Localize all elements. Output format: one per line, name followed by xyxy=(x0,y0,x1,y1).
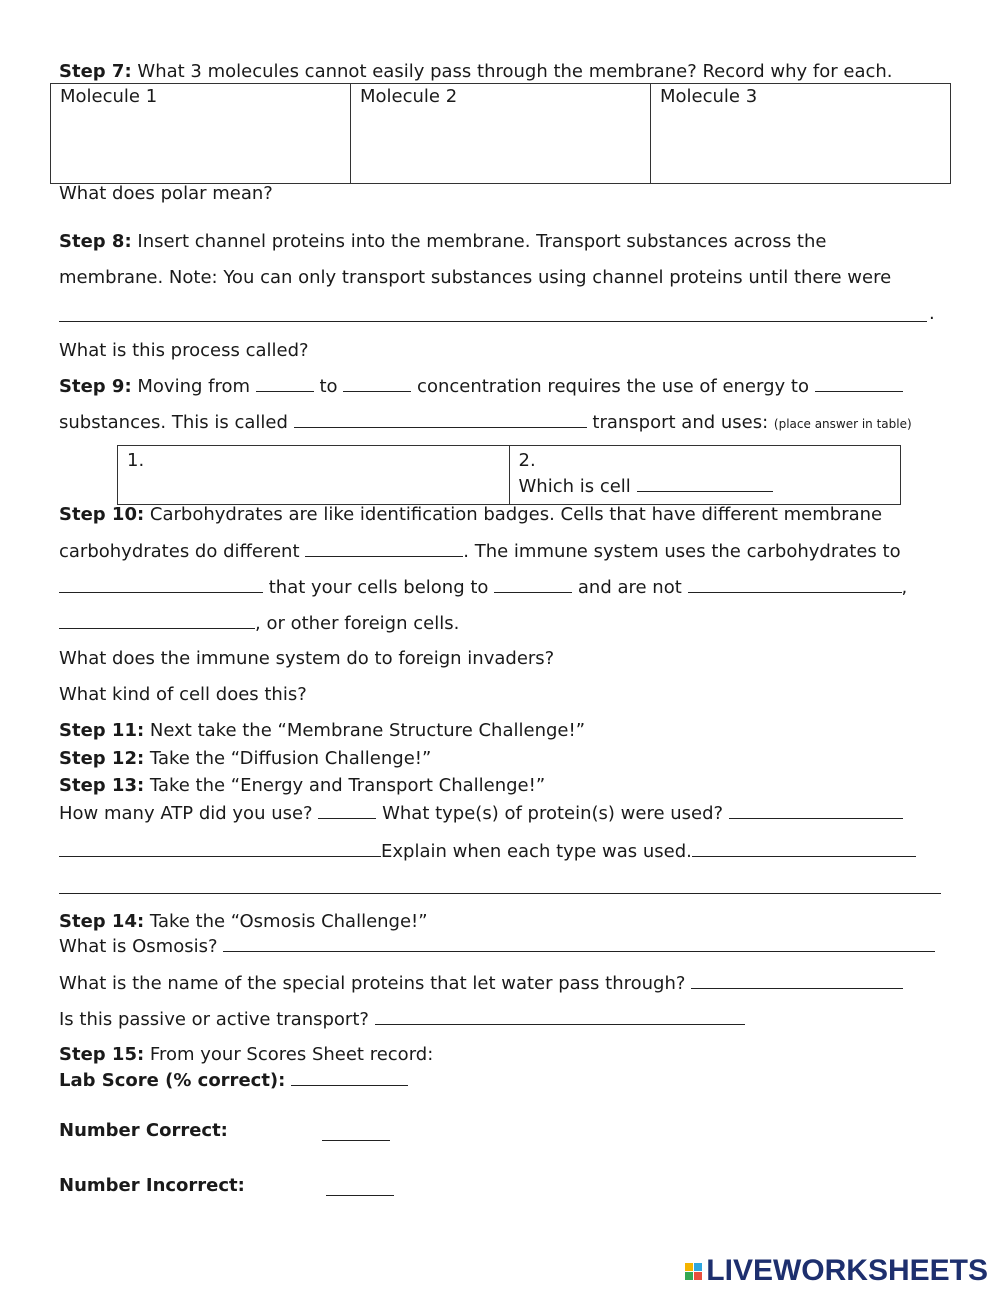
step8-period: . xyxy=(929,303,935,324)
explain-text: Explain when each type was used. xyxy=(381,841,692,862)
belong-to-blank[interactable] xyxy=(494,576,572,593)
step9-t3: concentration requires the use of energy to xyxy=(417,376,809,397)
uses-cell-2[interactable] xyxy=(509,446,901,505)
which-is-cell-blank[interactable] xyxy=(637,475,773,492)
osmosis-question: What is Osmosis? xyxy=(59,936,218,957)
step9-label: Step 9: xyxy=(59,376,132,397)
osmosis-blank[interactable] xyxy=(223,935,935,952)
from-blank[interactable] xyxy=(256,375,314,392)
protein-blank-2[interactable] xyxy=(59,840,381,857)
immune-question: What does the immune system do to foreign invaders? xyxy=(59,648,555,669)
immune-verb-blank[interactable] xyxy=(59,576,263,593)
energy-blank[interactable] xyxy=(815,375,903,392)
step10-l4: , or other foreign cells. xyxy=(255,613,460,634)
step9-t4: substances. This is called xyxy=(59,412,288,433)
number-incorrect-label: Number Incorrect: xyxy=(59,1175,245,1196)
protein-question: What type(s) of protein(s) were used? xyxy=(382,803,724,824)
step12-line xyxy=(59,748,431,770)
which-is-cell-row xyxy=(519,474,892,500)
molecule-2-label: Molecule 2 xyxy=(360,86,458,107)
transport-blank[interactable] xyxy=(375,1008,745,1025)
step7-label: Step 7: xyxy=(59,61,132,82)
step7-text: What 3 molecules cannot easily pass through the membrane? Record why for each. xyxy=(137,61,893,82)
step13-line xyxy=(59,775,545,797)
explain-blank[interactable] xyxy=(692,840,916,857)
uses-cell-2-label: 2. xyxy=(518,450,536,471)
step7-heading xyxy=(59,61,893,83)
which-is-cell-text: Which is cell xyxy=(518,476,631,497)
step10-line2 xyxy=(59,540,901,563)
number-correct-blank[interactable] xyxy=(322,1124,390,1141)
step10-line1 xyxy=(59,504,882,526)
to-blank[interactable] xyxy=(343,375,411,392)
step8-answer-blank[interactable] xyxy=(59,321,927,322)
explain-blank-line[interactable] xyxy=(59,893,941,894)
liveworksheets-mark-icon xyxy=(685,1263,702,1280)
step9-t5: transport and uses: xyxy=(592,412,769,433)
atp-line xyxy=(59,802,903,825)
not-blank-2[interactable] xyxy=(59,612,255,629)
step13-text: Take the “Energy and Transport Challenge!” xyxy=(149,775,546,796)
brand-name: LIVEWORKSHEETS xyxy=(706,1254,988,1287)
step15-line xyxy=(59,1044,433,1066)
step10-l2a: carbohydrates do different xyxy=(59,541,300,562)
step15-text: From your Scores Sheet record: xyxy=(149,1044,434,1065)
step10-text: Carbohydrates are like identification badges. Cells that have different membrane xyxy=(149,504,883,525)
atp-blank[interactable] xyxy=(318,802,376,819)
water-proteins-blank[interactable] xyxy=(691,972,903,989)
transport-question: Is this passive or active transport? xyxy=(59,1009,369,1030)
step15-label: Step 15: xyxy=(59,1044,145,1065)
step9-line1 xyxy=(59,375,903,398)
step10-line3 xyxy=(59,576,907,599)
carbs-do-blank[interactable] xyxy=(305,540,463,557)
cell-kind-question: What kind of cell does this? xyxy=(59,684,307,705)
number-incorrect-blank[interactable] xyxy=(326,1179,394,1196)
lab-score-blank[interactable] xyxy=(291,1069,408,1086)
transport-line xyxy=(59,1008,745,1031)
step10-l3b: and are not xyxy=(577,577,682,598)
molecule-1-cell[interactable] xyxy=(51,84,351,184)
osmosis-line xyxy=(59,935,935,958)
step9-t1: Moving from xyxy=(137,376,251,397)
step8-line2: membrane. Note: You can only transport substances using channel proteins until there were xyxy=(59,267,892,288)
step10-line4 xyxy=(59,612,459,635)
molecule-2-cell[interactable] xyxy=(351,84,651,184)
water-proteins-question: What is the name of the special proteins that let water pass through? xyxy=(59,973,686,994)
uses-cell-1[interactable] xyxy=(118,446,510,505)
not-blank-1[interactable] xyxy=(688,576,902,593)
step9-line2 xyxy=(59,411,912,435)
molecules-table xyxy=(50,83,951,184)
polar-question: What does polar mean? xyxy=(59,183,273,204)
step9-note: (place answer in table) xyxy=(773,417,912,431)
molecule-3-label: Molecule 3 xyxy=(660,86,758,107)
step10-label: Step 10: xyxy=(59,504,145,525)
molecule-1-label: Molecule 1 xyxy=(60,86,158,107)
lab-score-line xyxy=(59,1069,408,1092)
explain-line xyxy=(59,840,916,863)
number-correct-label: Number Correct: xyxy=(59,1120,228,1141)
step8-line1 xyxy=(59,231,826,253)
step11-text: Next take the “Membrane Structure Challenge!” xyxy=(149,720,586,741)
transport-type-blank[interactable] xyxy=(294,411,587,428)
step13-label: Step 13: xyxy=(59,775,145,796)
step12-text: Take the “Diffusion Challenge!” xyxy=(149,748,432,769)
uses-cell-1-label: 1. xyxy=(127,450,145,471)
step10-l3a: that your cells belong to xyxy=(268,577,489,598)
step9-t2: to xyxy=(319,376,338,397)
step14-text: Take the “Osmosis Challenge!” xyxy=(149,911,428,932)
step10-l2b: . The immune system uses the carbohydrates to xyxy=(463,541,901,562)
step8-label: Step 8: xyxy=(59,231,132,252)
step8-question: What is this process called? xyxy=(59,340,309,361)
water-proteins-line xyxy=(59,972,903,995)
atp-question: How many ATP did you use? xyxy=(59,803,313,824)
protein-blank[interactable] xyxy=(729,802,903,819)
step12-label: Step 12: xyxy=(59,748,145,769)
liveworksheets-logo xyxy=(685,1254,988,1288)
step11-line xyxy=(59,720,585,742)
step14-line xyxy=(59,911,428,933)
step10-comma: , xyxy=(901,577,908,598)
molecule-3-cell[interactable] xyxy=(651,84,951,184)
step14-label: Step 14: xyxy=(59,911,145,932)
lab-score-label: Lab Score (% correct): xyxy=(59,1070,286,1091)
step8-text: Insert channel proteins into the membrane. Transport substances across the xyxy=(137,231,827,252)
uses-table xyxy=(117,445,901,505)
step11-label: Step 11: xyxy=(59,720,145,741)
